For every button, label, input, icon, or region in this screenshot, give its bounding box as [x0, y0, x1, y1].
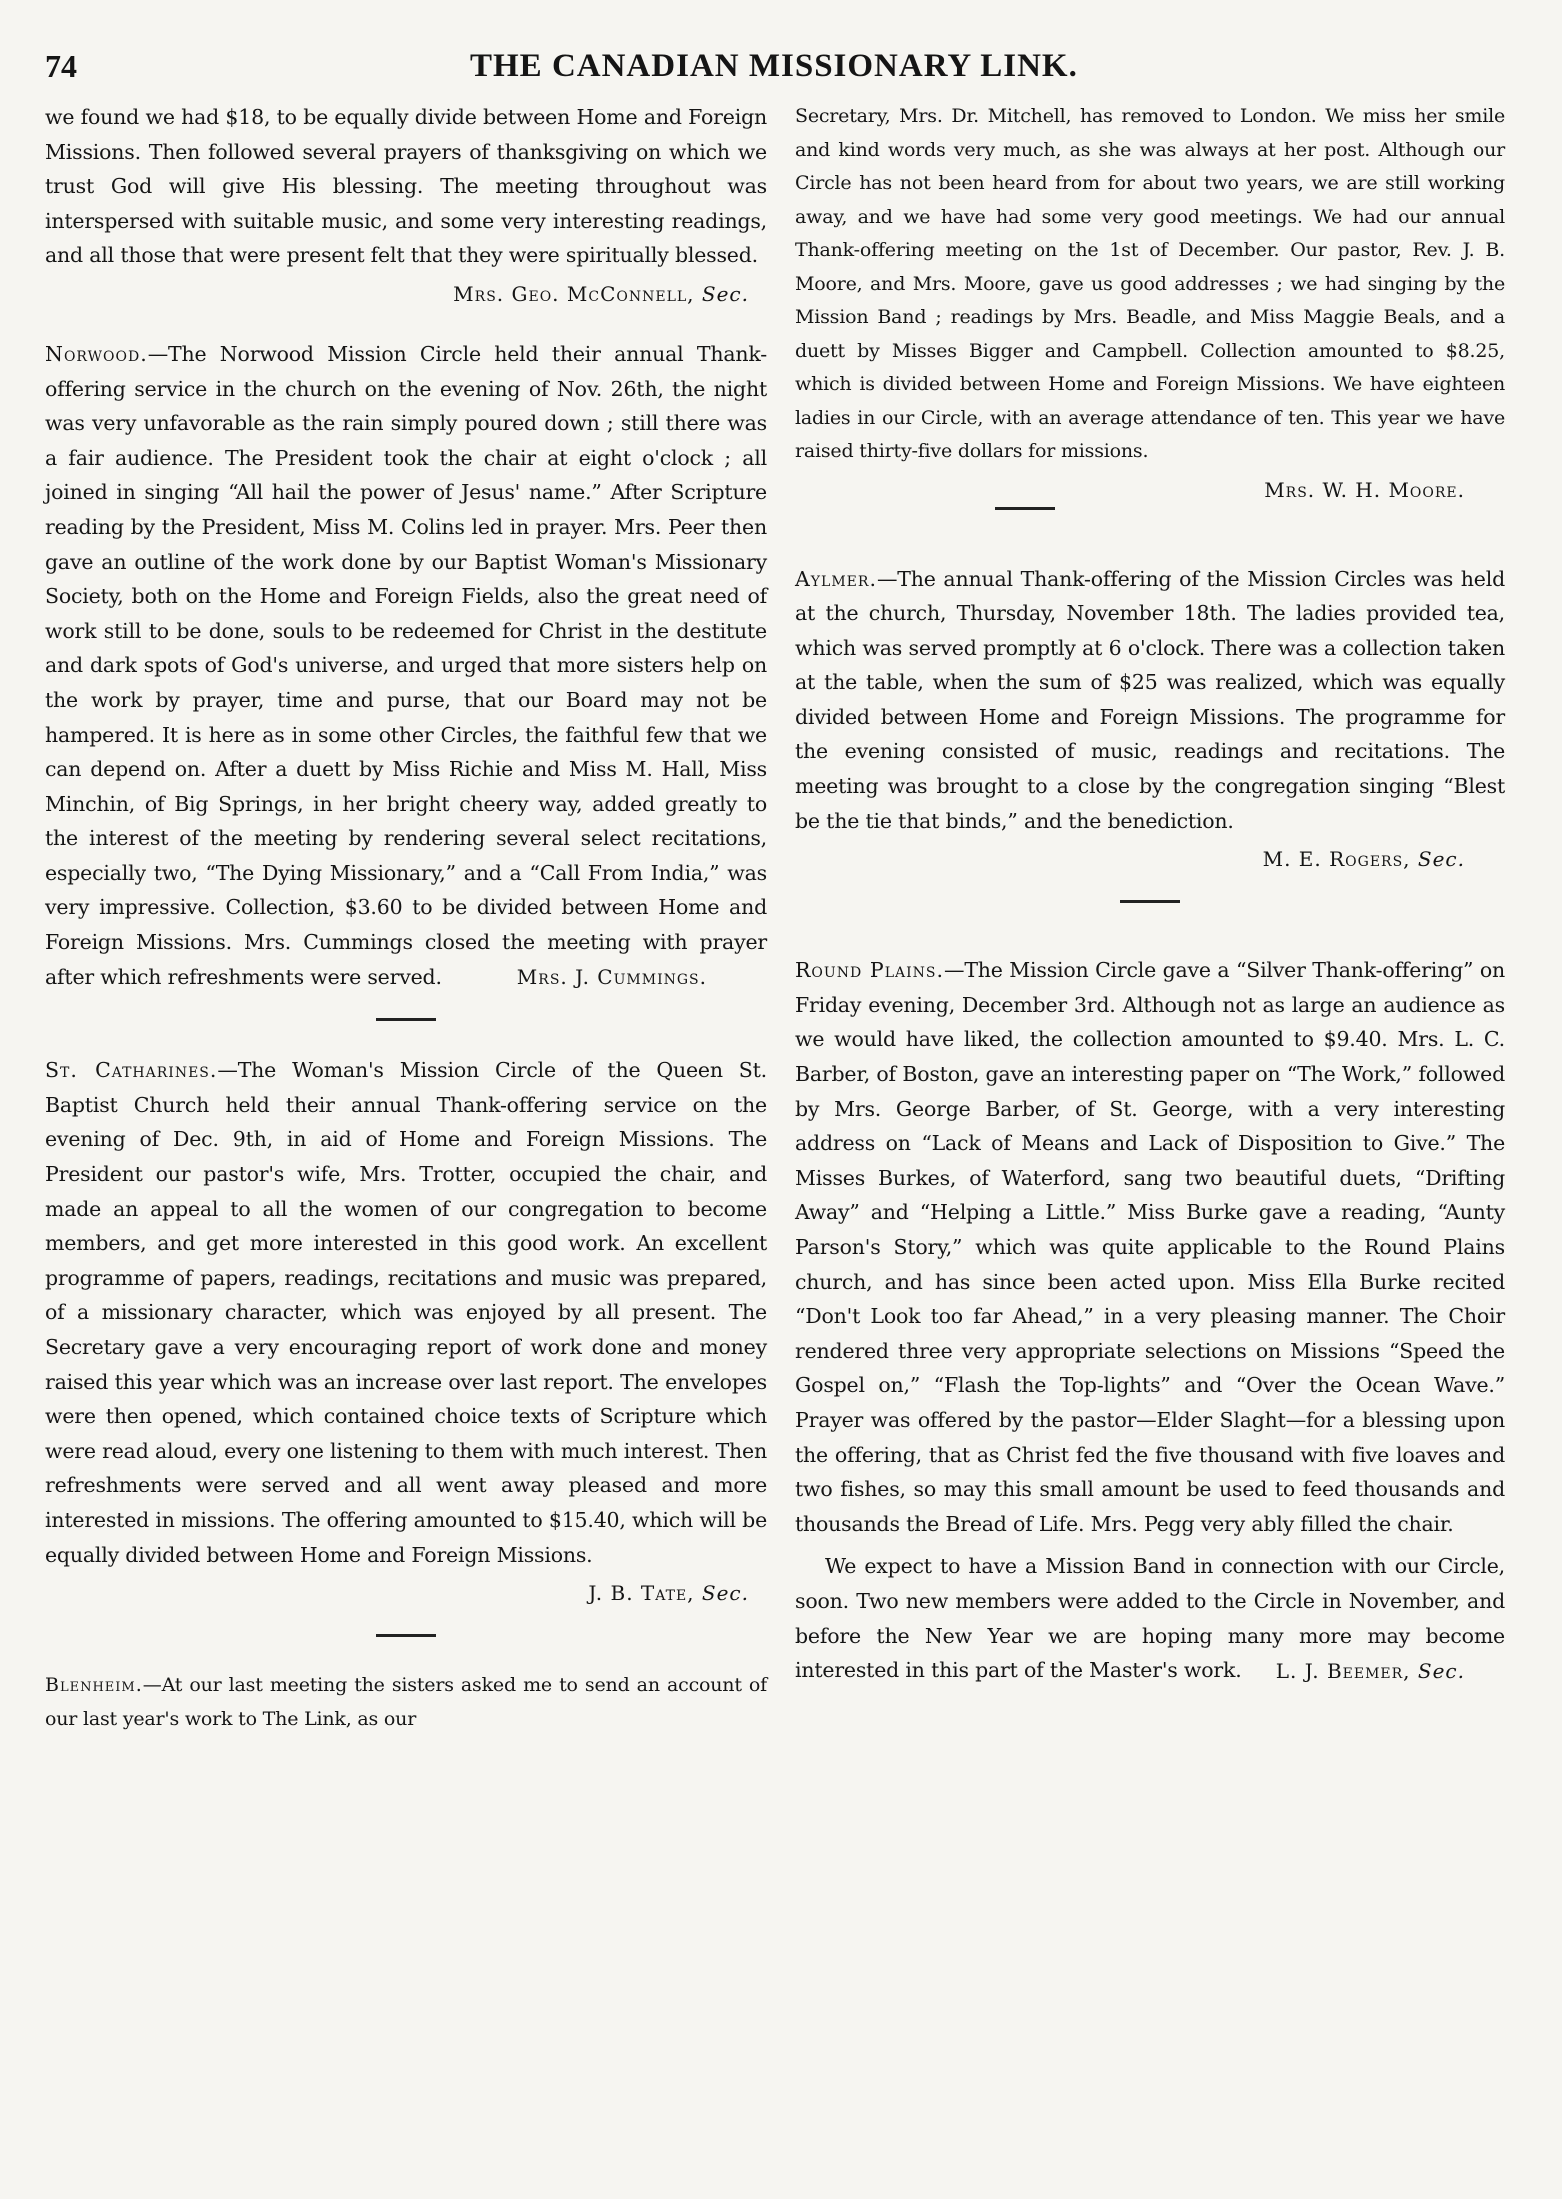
divider [376, 1634, 436, 1637]
report-blenheim-continued: Secretary, Mrs. Dr. Mitchell, has removed to London. We miss her smile and kind words very much, as she was always at her post. Although our Circle has not been heard from for about two years, we are still working away, and we have had some very good meetings. We had our annual Thank-offering meeting on the 1st of December. Our pastor, Rev. J. B. Moore, and Mrs. Moore, gave us good addresses ; we had singing by the Mission Band ; readings by Mrs. Beadle, and Miss Maggie Beals, and a duett by Misses Bigger and Campbell. Collection amounted to $8.25, which is divided between Home and Foreign Missions. We have eighteen ladies in our Circle, with an average attendance of ten. This year we have raised thirty-five dollars for missions. [795, 105, 1505, 462]
signature-name: Mrs. Geo. McConnell, [453, 281, 695, 306]
report-place: Norwood. [45, 341, 148, 366]
divider [376, 1018, 436, 1021]
signature-name: L. J. Beemer, [1275, 1658, 1411, 1683]
signature-name: M. E. Rogers, [1262, 847, 1411, 872]
signature [795, 473, 1505, 507]
report-body: —The Norwood Mission Circle held their annual Thank-offering service in the church on the evening of Nov. 26th, the night was very unfavorable as the rain simply poured down ; still there was a fair audience. The President took the chair at eight o'clock ; all joined in singing “All hail the power of Jesus' name.” After Scripture reading by the President, Miss M. Colins led in prayer. Mrs. Peer then gave an outline of the work done by our Baptist Woman's Missionary Society, both on the Home and Foreign Fields, also the great need of work still to be done, souls to be redeemed for Christ in the destitute and dark spots of God's universe, and urged that more sisters help on the work by prayer, time and purse, that our Board may not be hampered. It is here as in some other Circles, the faithful few that we can depend on. After a duett by Miss Richie and Miss M. Hall, Miss Minchin, of Big Springs, in her bright cheery way, added greatly to the interest of the meeting by rendering several select recitations, especially two, “The Dying Missionary,” and a “Call From India,” was very impressive. Collection, $3.60 to be divided between Home and Foreign Missions. Mrs. Cummings closed the meeting with prayer after which refreshments were served. [45, 341, 767, 989]
report-blenheim [45, 1669, 767, 1736]
signature-name: J. B. Tate, [588, 1581, 695, 1606]
page-header [45, 48, 1515, 98]
left-column [45, 100, 767, 1736]
signature [795, 842, 1505, 876]
report-place: Round Plains. [795, 958, 945, 983]
paragraph-continuation: we found we had $18, to be equally divide between Home and Foreign Missions. Then followed several prayers of thanksgiving on which we trust God will give His blessing. The meeting throughout was interspersed with suitable music, and some very interesting readings, and all those that were present felt that they were spiritually blessed. [45, 105, 767, 268]
report-body: —The Woman's Mission Circle of the Queen St. Baptist Church held their annual Thank-offering service on the evening of Dec. 9th, in aid of Home and Foreign Missions. The President our pastor's wife, Mrs. Trotter, occupied the chair, and made an appeal to all the women of our congregation to become members, and get more interested in this good work. An excellent programme of papers, readings, recitations and music was prepared, of a missionary character, which was enjoyed by all present. The Secretary gave a very encouraging report of work done and money raised this year which was an increase over last report. The envelopes were then opened, which contained choice texts of Scripture which were read aloud, every one listening to them with much interest. Then refreshments were served and all went away pleased and more interested in missions. The offering amounted to $15.40, which will be equally divided between Home and Foreign Missions. [45, 1058, 767, 1567]
page-number: 74 [45, 48, 77, 84]
signature-role: Sec. [701, 281, 749, 306]
report-norwood [45, 337, 767, 994]
divider [995, 507, 1055, 510]
divider [1120, 900, 1180, 903]
signature-name: Mrs. J. Cummings. [516, 965, 707, 990]
report-place: Blenheim. [45, 1674, 143, 1697]
running-title: THE CANADIAN MISSIONARY LINK. [470, 48, 1078, 84]
right-column [795, 100, 1505, 1688]
report-place: Aylmer. [795, 566, 877, 591]
signature-role: Sec. [701, 1581, 749, 1606]
report-round-plains-second: We expect to have a Mission Band in connection with our Circle, soon. Two new members were added to the Circle in November, and before the New Year we are hoping many more may become interested in this part of the Master's work. [795, 1554, 1505, 1683]
signature [45, 277, 767, 311]
signature-name: Mrs. W. H. Moore. [1264, 477, 1465, 502]
report-aylmer [795, 562, 1505, 839]
signature-role: Sec. [1417, 847, 1465, 872]
report-body: —The Mission Circle gave a “Silver Thank-offering” on Friday evening, December 3rd. Although not as large an audience as we would have liked, the collection amounted to $9.40. Mrs. L. C. Barber, of Boston, gave an interesting paper on “The Work,” followed by Mrs. George Barber, of St. George, with a very interesting address on “Lack of Means and Lack of Disposition to Give.” The Misses Burkes, of Waterford, sang two beautiful duets, “Drifting Away” and “Helping a Little.” Miss Burke gave a reading, “Aunty Parson's Story,” which was quite applicable to the Round Plains church, and has since been acted upon. Miss Ella Burke recited “Don't Look too far Ahead,” in a very pleasing manner. The Choir rendered three very appropriate selections on Missions “Speed the Gospel on,” “Flash the Top-lights” and “Over the Ocean Wave.” Prayer was offered by the pastor—Elder Slaght—for a blessing upon the offering, that as Christ fed the five thousand with five loaves and two fishes, so may this small amount be used to feed thousands and thousands the Bread of Life. Mrs. Pegg very ably filled the chair. [795, 958, 1506, 1536]
report-round-plains [795, 953, 1505, 1541]
signature-role: Sec. [1417, 1658, 1465, 1683]
report-body: —At our last meeting the sisters asked me to send an account of our last year's work to The Link, as our [45, 1674, 767, 1730]
report-body: —The annual Thank-offering of the Mission Circles was held at the church, Thursday, November 18th. The ladies provided tea, which was served promptly at 6 o'clock. There was a collection taken at the table, when the sum of $25 was realized, which was equally divided between Home and Foreign Missions. The programme for the evening consisted of music, readings and recitations. The meeting was brought to a close by the congregation singing “Blest be the tie that binds,” and the benediction. [795, 566, 1505, 833]
report-place: St. Catharines. [45, 1058, 218, 1083]
signature [45, 1576, 767, 1610]
report-st-catharines [45, 1053, 767, 1572]
